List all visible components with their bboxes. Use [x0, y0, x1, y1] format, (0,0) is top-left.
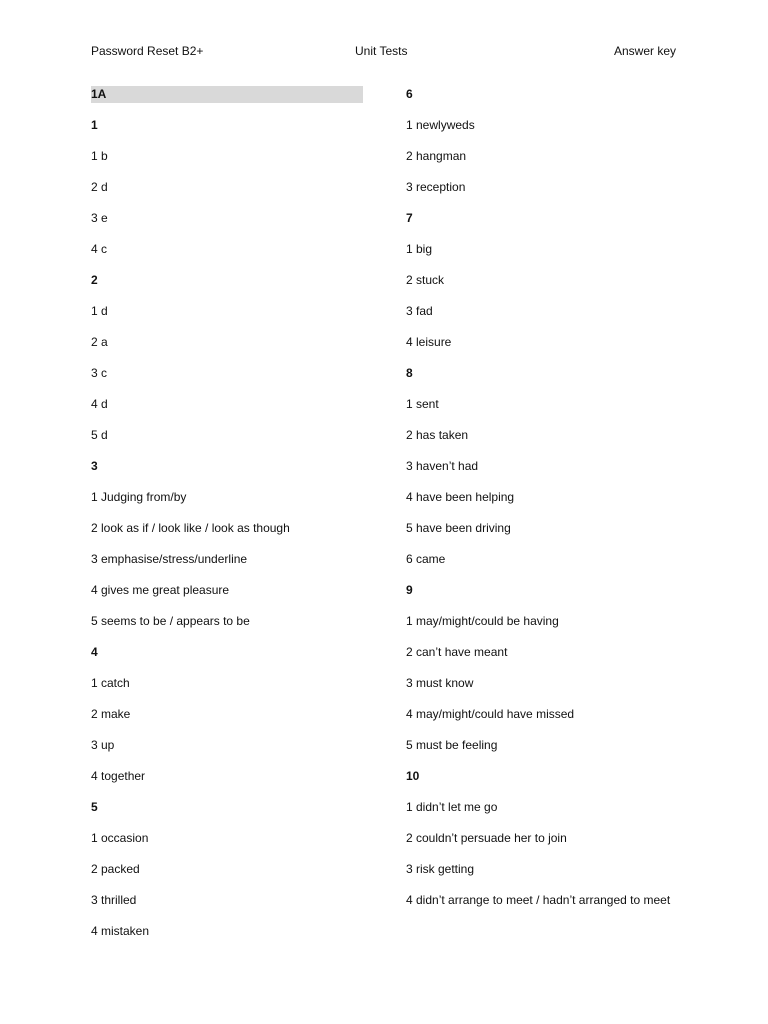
answer-item: [91, 675, 363, 706]
answer-text: 2 make: [91, 707, 131, 721]
answer-text: 3 e: [91, 211, 108, 225]
answer-text: 2 d: [91, 180, 108, 194]
answer-item: [91, 396, 363, 427]
answer-text: 2 can’t have meant: [406, 645, 508, 659]
answer-text: 3 must know: [406, 676, 474, 690]
answer-text: 3 emphasise/stress/underline: [91, 552, 248, 566]
answer-item: [406, 861, 678, 892]
section-heading-text: 1: [91, 118, 98, 132]
answer-text: 2 couldn’t persuade her to join: [406, 831, 567, 845]
section-heading: [91, 644, 363, 675]
answer-text: 4 may/might/could have missed: [406, 707, 575, 721]
answer-item: [406, 892, 678, 926]
answer-text: 4 have been helping: [406, 490, 515, 504]
answer-item: [406, 706, 678, 737]
answer-text: 2 has taken: [406, 428, 469, 442]
answer-text: 1 didn’t let me go: [406, 800, 498, 814]
answer-text: 1 b: [91, 149, 108, 163]
right-column: [406, 86, 678, 926]
answer-text: 4 d: [91, 397, 108, 411]
answer-item: [406, 737, 678, 768]
answer-text: 5 seems to be / appears to be: [91, 614, 250, 628]
answer-text: 5 d: [91, 428, 108, 442]
section-heading-text: 7: [406, 211, 413, 225]
answer-text: 4 gives me great pleasure: [91, 583, 230, 597]
answer-text: 1 sent: [406, 397, 439, 411]
answer-item: [406, 303, 678, 334]
answer-item: [406, 334, 678, 365]
section-heading: [91, 272, 363, 303]
answer-item: [91, 365, 363, 396]
answer-item: [91, 334, 363, 365]
answer-text: 2 packed: [91, 862, 140, 876]
header-doc-type: Answer key: [613, 44, 676, 58]
answer-item: [91, 706, 363, 737]
page-header: [0, 44, 768, 60]
answer-text: 3 reception: [406, 180, 466, 194]
section-heading-text: 10: [406, 769, 420, 783]
answer-item: [91, 582, 363, 613]
answer-text: 5 must be feeling: [406, 738, 498, 752]
answer-text: 4 mistaken: [91, 924, 150, 938]
answer-item: [406, 489, 678, 520]
answer-text: 3 thrilled: [91, 893, 137, 907]
answer-item: [406, 427, 678, 458]
answer-text: 1 occasion: [91, 831, 149, 845]
answer-item: [406, 520, 678, 551]
answer-item: [91, 737, 363, 768]
section-heading: [91, 799, 363, 830]
section-heading: [91, 86, 363, 117]
answer-item: [91, 830, 363, 861]
answer-text: 4 leisure: [406, 335, 452, 349]
answer-text: 1 catch: [91, 676, 130, 690]
section-heading-text: 8: [406, 366, 413, 380]
answer-text: 4 c: [91, 242, 108, 256]
answer-item: [91, 179, 363, 210]
answer-item: [91, 489, 363, 520]
section-heading-text: 2: [91, 273, 98, 287]
section-heading: [406, 582, 678, 613]
answer-text: 3 haven’t had: [406, 459, 479, 473]
answer-text: 1 may/might/could be having: [406, 614, 559, 628]
answer-item: [406, 675, 678, 706]
answer-text: 4 didn’t arrange to meet / hadn’t arranged to meet: [406, 893, 671, 907]
answer-text: 4 together: [91, 769, 146, 783]
answer-item: [91, 768, 363, 799]
answer-item: [406, 117, 678, 148]
answer-item: [91, 210, 363, 241]
answer-text: 5 have been driving: [406, 521, 511, 535]
section-heading-text: 4: [91, 645, 98, 659]
answer-text: 3 c: [91, 366, 108, 380]
answer-item: [91, 551, 363, 582]
answer-item: [406, 148, 678, 179]
answer-item: [91, 148, 363, 179]
section-heading-text: 5: [91, 800, 98, 814]
answer-text: 3 risk getting: [406, 862, 475, 876]
section-heading-text: 6: [406, 87, 413, 101]
section-heading: [406, 86, 678, 117]
answer-item: [406, 272, 678, 303]
answer-item: [91, 303, 363, 334]
answer-text: 1 d: [91, 304, 108, 318]
answer-item: [406, 551, 678, 582]
answer-text: 2 hangman: [406, 149, 467, 163]
answer-text: 2 look as if / look like / look as though: [91, 521, 290, 535]
answer-item: [406, 179, 678, 210]
header-book-title: Password Reset B2+: [91, 44, 204, 58]
section-heading: [91, 458, 363, 489]
answer-text: 2 stuck: [406, 273, 445, 287]
answer-text: 1 Judging from/by: [91, 490, 187, 504]
answer-item: [91, 613, 363, 644]
answer-text: 3 fad: [406, 304, 433, 318]
answer-item: [91, 427, 363, 458]
answer-text: 1 big: [406, 242, 433, 256]
answer-item: [406, 241, 678, 272]
section-heading: [406, 768, 678, 799]
answer-item: [91, 241, 363, 272]
answer-item: [406, 458, 678, 489]
section-heading-text: 9: [406, 583, 413, 597]
answer-item: [91, 923, 363, 954]
section-heading: [91, 117, 363, 148]
answer-item: [406, 830, 678, 861]
section-heading: [406, 210, 678, 241]
answer-text: 1 newlyweds: [406, 118, 475, 132]
section-heading-text: 1A: [91, 86, 363, 103]
header-section-title: Unit Tests: [355, 44, 408, 58]
answer-item: [91, 892, 363, 923]
answer-item: [91, 520, 363, 551]
answer-item: [406, 396, 678, 427]
answer-item: [91, 861, 363, 892]
answer-text: 3 up: [91, 738, 115, 752]
left-column: [91, 86, 363, 954]
answer-item: [406, 613, 678, 644]
section-heading-text: 3: [91, 459, 98, 473]
answer-item: [406, 644, 678, 675]
answer-text: 2 a: [91, 335, 108, 349]
section-heading: [406, 365, 678, 396]
answer-item: [406, 799, 678, 830]
answer-text: 6 came: [406, 552, 446, 566]
